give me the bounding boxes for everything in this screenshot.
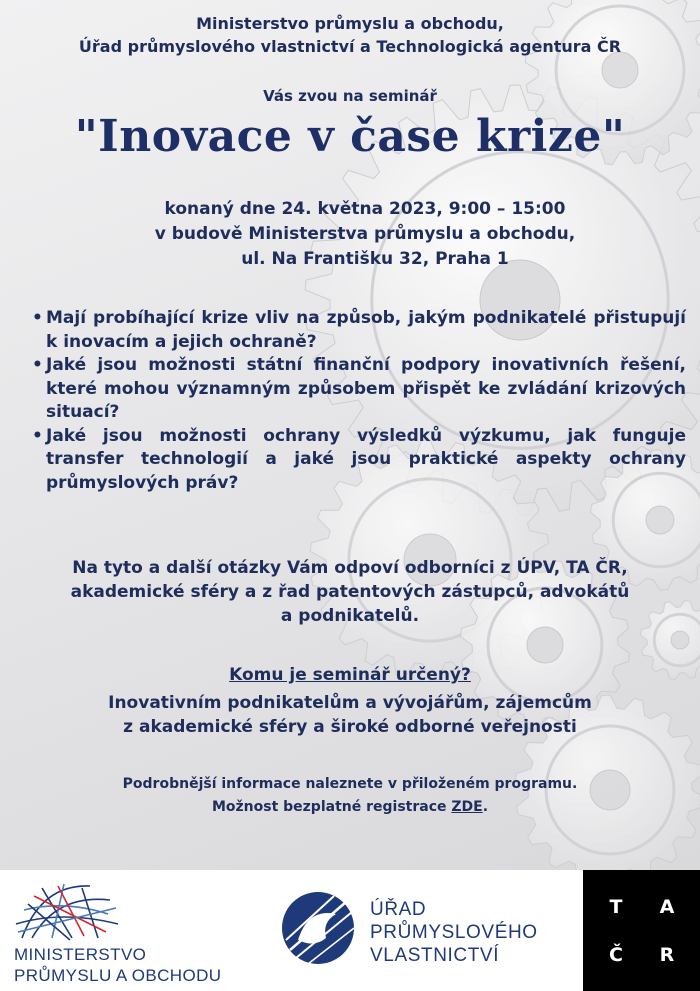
answer-line: akademické sféry a z řad patentových zástupců, advokátů <box>70 582 630 602</box>
invite-text: Vás zvou na seminář <box>263 87 437 105</box>
mpo-globe-icon <box>12 880 122 942</box>
tacr-letter: A <box>659 896 675 918</box>
registration-period: . <box>482 799 489 815</box>
upv-line: PRŮMYSLOVÉHO <box>370 922 538 943</box>
event-address: ul. Na Františku 32, Praha 1 <box>241 249 509 269</box>
upv-logo-text <box>370 898 538 967</box>
question-list <box>32 307 686 495</box>
tacr-letter: T <box>609 896 623 918</box>
target-audience <box>0 691 700 739</box>
upv-line: ÚŘAD <box>370 899 427 920</box>
seminar-title: "Inovace v čase krize" <box>74 111 626 162</box>
answer-line: a podnikatelů. <box>280 606 420 626</box>
registration-line <box>0 796 700 819</box>
mpo-logo <box>10 880 250 990</box>
more-info <box>0 773 700 819</box>
target-line: Inovativním podnikatelům a vývojářům, zájemcům <box>108 693 592 713</box>
upv-line: VLASTNICTVÍ <box>370 945 500 966</box>
question-item: • Mají probíhající krize vliv na způsob, jakým podnikatelé přistupují k inovacím a jejich ochraně? <box>32 307 686 354</box>
tacr-letter: Č <box>609 944 623 966</box>
question-item: • Jaké jsou možnosti státní finanční podpory inovativních řešení, které mohou významným způsobem přispět ke zvládání krizových situací? <box>32 354 686 425</box>
target-line: z akademické sféry a široké odborné veřejnosti <box>123 717 577 737</box>
mpo-line: PRŮMYSLU A OBCHODU <box>14 966 222 985</box>
registration-link[interactable]: ZDE <box>451 799 483 815</box>
upv-logo <box>278 880 568 990</box>
tacr-letter: R <box>659 944 675 966</box>
more-info-line: Podrobnější informace naleznete v přiloženém programu. <box>122 776 578 792</box>
registration-text: Možnost bezplatné registrace <box>211 799 452 815</box>
event-date: konaný dne 24. května 2023, 9:00 – 15:00 <box>164 199 566 219</box>
target-heading: Komu je seminář určený? <box>229 665 471 685</box>
organizer-line-2: Úřad průmyslového vlastnictví a Technologická agentura ČR <box>78 37 622 56</box>
organizer-line-1: Ministerstvo průmyslu a obchodu, <box>196 14 504 33</box>
answer-line: Na tyto a další otázky Vám odpoví odborníci z ÚPV, TA ČR, <box>72 558 628 578</box>
answer-paragraph <box>0 556 700 628</box>
mpo-logo-text <box>14 944 221 986</box>
mpo-line: MINISTERSTVO <box>14 945 147 964</box>
question-item: • Jaké jsou možnosti ochrany výsledků výzkumu, jak funguje transfer technologií a jaké jsou praktické aspekty ochrany průmyslových práv? <box>32 425 686 496</box>
logo-footer <box>0 870 700 991</box>
tacr-logo <box>583 870 700 991</box>
event-venue: v budově Ministerstva průmyslu a obchodu, <box>154 224 576 244</box>
upv-emblem-icon <box>278 888 358 968</box>
